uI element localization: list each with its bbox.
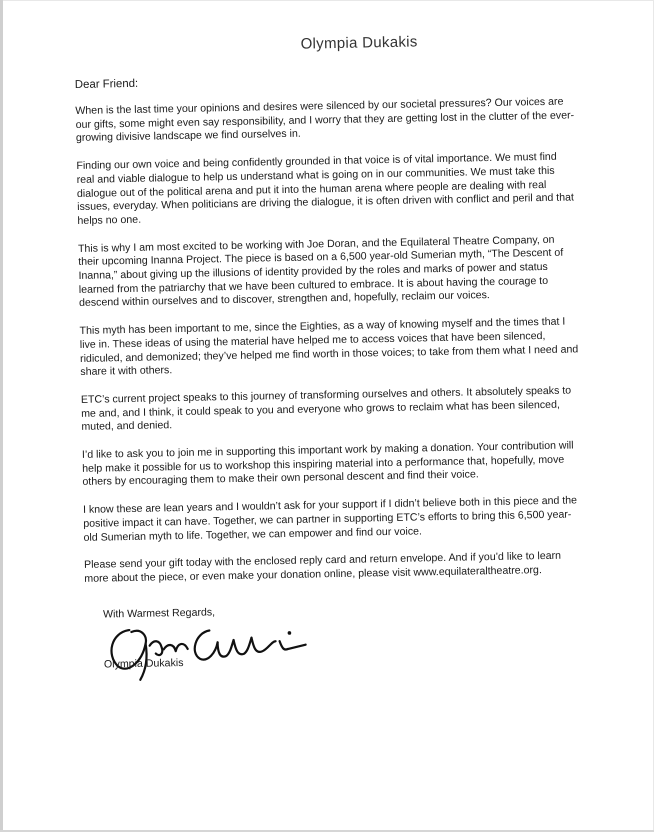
- paragraph-6: I’d like to ask you to join me in supporting this important work by making a donation. Your contribution will help make it possible for us to workshop this inspiring material into a performance that, hopefully, move others by encouraging them to make their own personal descent and find their voice.: [81, 439, 574, 489]
- handwritten-signature: [101, 610, 322, 684]
- letterhead: Olympia Dukakis: [300, 33, 418, 53]
- paragraph-7: I know these are lean years and I wouldn’t ask for your support if I didn’t believe both in this piece and the positive impact it can have. Together, we can partner in supporting ETC’s efforts to bring this 6,500 year-old Sumerian myth to life. Together, we can empower and find our voice.: [82, 494, 578, 544]
- salutation: Dear Friend:: [74, 77, 139, 91]
- paragraph-8: Please send your gift today with the enclosed reply card and return envelope. And if you’d like to learn more about the piece, or even make your donation online, please visit www.equilateraltheatre.org.: [83, 550, 562, 585]
- paragraph-2: Finding our own voice and being confidently grounded in that voice is of vital importance. We must find real and viable dialogue to help us understand what is going on in our communities. We must take this dialogue out of the political arena and put it into the human arena where people are dealing with real issues, everyday. When politicians are driving the dialogue, it is often driven with conflict and peril and that helps no one.: [76, 150, 575, 227]
- paragraph-5: ETC’s current project speaks to this journey of transforming ourselves and others. It absolutely speaks to me and, and I think, it could speak to you and everyone who grows to reclaim what has been silenced, muted, and denied.: [80, 384, 572, 434]
- scan-left-edge: [0, 0, 3, 832]
- paragraph-3: This is why I am most excited to be working with Joe Doran, and the Equilateral Theatre Company, on their upcoming Inanna Project. The piece is based on a 6,500 year-old Sumerian myth, “The Descent of Inanna,” about giving up the illusions of identity provided by the roles and marks of power and status learned from the patriarchy that we have been cultured to embrace. It is about having the courage to descend within ourselves and to discover, strengthen and, hopefully, reclaim our voices.: [77, 233, 564, 310]
- paragraph-1: When is the last time your opinions and desires were silenced by our societal pressures? Our voices are our gifts, some might even say responsibility, and I worry that they are getting lost in the clutter of the ever-growing divisive landscape we find ourselves in.: [75, 95, 575, 145]
- closing: With Warmest Regards,: [102, 606, 216, 621]
- paragraph-4: This myth has been important to me, since the Eighties, as a way of knowing myself and the times that I live in. These ideas of using the material have helped me to access voices that have been silenced, ridiculed, and demonized; they’ve helped me find worth in those voices; to take from them what I need and share it with others.: [79, 315, 579, 379]
- letter-body: [74, 30, 586, 670]
- signer-name: Olympia Dukakis: [103, 656, 184, 671]
